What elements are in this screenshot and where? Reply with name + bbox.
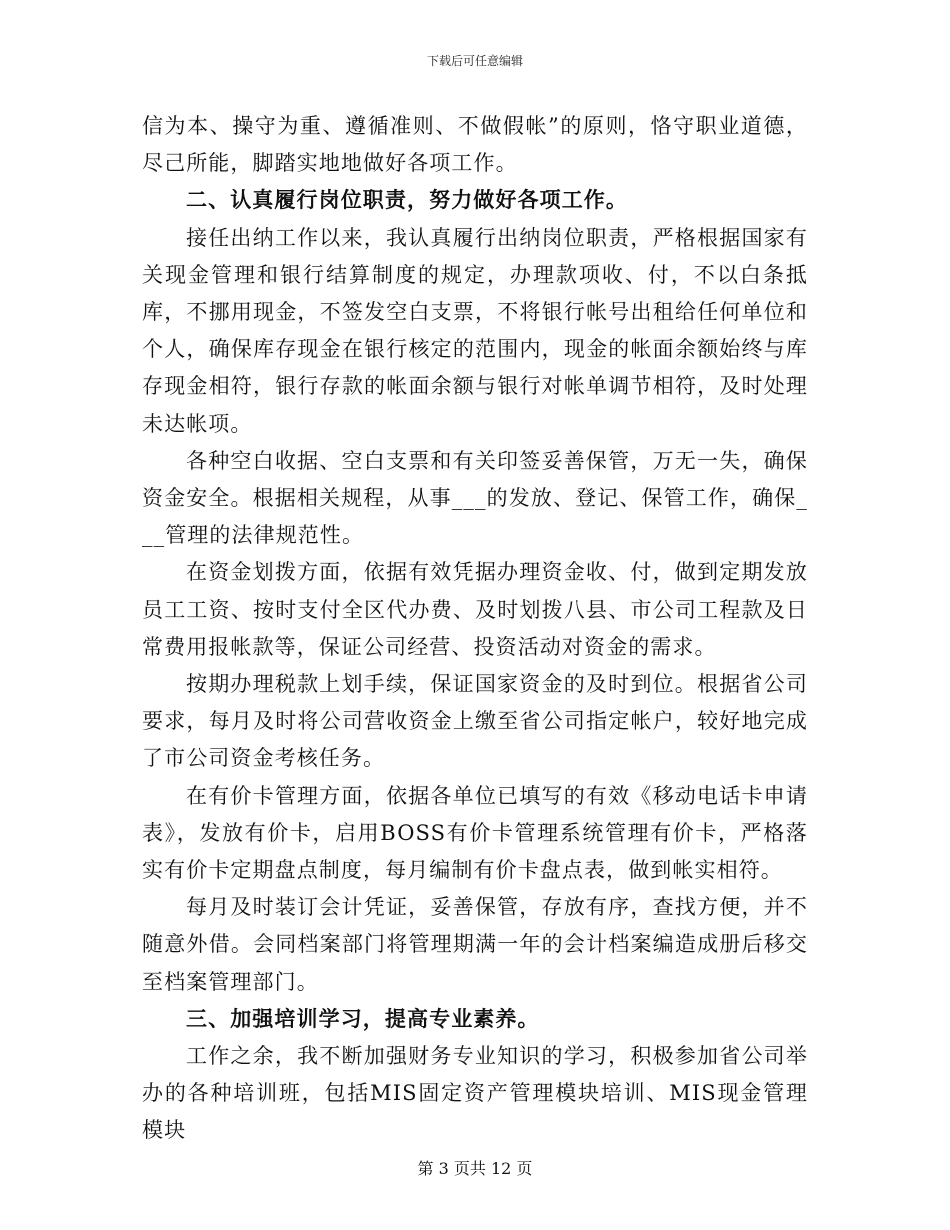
- page-header: 下载后可任意编辑: [426, 54, 523, 68]
- section-heading-2: 二、认真履行岗位职责，努力做好各项工作。: [186, 188, 628, 213]
- section-heading-3: 三、加强培训学习，提高专业素养。: [186, 1006, 540, 1031]
- paragraph-card-management: 在有价卡管理方面，依据各单位已填写的有效《移动电话卡申请表》，发放有价卡，启用BOSS有价卡管理系统管理有价卡，严格落实有价卡定期盘点制度，每月编制有价卡盘点表，做到帐实相符。: [142, 783, 808, 883]
- paragraph-tax-transfer: 按期办理税款上划手续，保证国家资金的及时到位。根据省公司要求，每月及时将公司营收资金上缴至省公司指定帐户，较好地完成了市公司资金考核任务。: [142, 672, 808, 771]
- paragraph-training: 工作之余，我不断加强财务专业知识的学习，积极参加省公司举办的各种培训班，包括MIS固定资产管理模块培训、MIS现金管理模块: [142, 1044, 808, 1143]
- paragraph-fund-transfer: 在资金划拨方面，依据有效凭据办理资金收、付，做到定期发放员工工资、按时支付全区代办费、及时划拨八县、市公司工程款及日常费用报帐款等，保证公司经营、投资活动对资金的需求。: [142, 560, 808, 659]
- paragraph-voucher-binding: 每月及时装订会计凭证，妥善保管，存放有序，查找方便，并不随意外借。会同档案部门将管理期满一年的会计档案编造成册后移交至档案管理部门。: [142, 895, 808, 994]
- page-footer: 第 3 页共 12 页: [417, 1159, 533, 1178]
- paragraph-cashier-duties: 接任出纳工作以来，我认真履行出纳岗位职责，严格根据国家有关现金管理和银行结算制度的规定，办理款项收、付，不以白条抵库，不挪用现金，不签发空白支票，不将银行帐号出租给任何单位和个人，确保库存现金在银行核定的范围内，现金的帐面余额始终与库存现金相符，银行存款的帐面余额与银行对帐单调节相符，及时处理未达帐项。: [142, 225, 808, 436]
- document-body: [142, 108, 808, 1150]
- paragraph-safekeeping: 各种空白收据、空白支票和有关印签妥善保管，万无一失，确保资金安全。根据相关规程，从事___的发放、登记、保管工作，确保___管理的法律规范性。: [142, 448, 808, 548]
- paragraph-continuation: 信为本、操守为重、遵循准则、不做假帐”的原则，恪守职业道德，尽己所能，脚踏实地地做好各项工作。: [142, 114, 808, 176]
